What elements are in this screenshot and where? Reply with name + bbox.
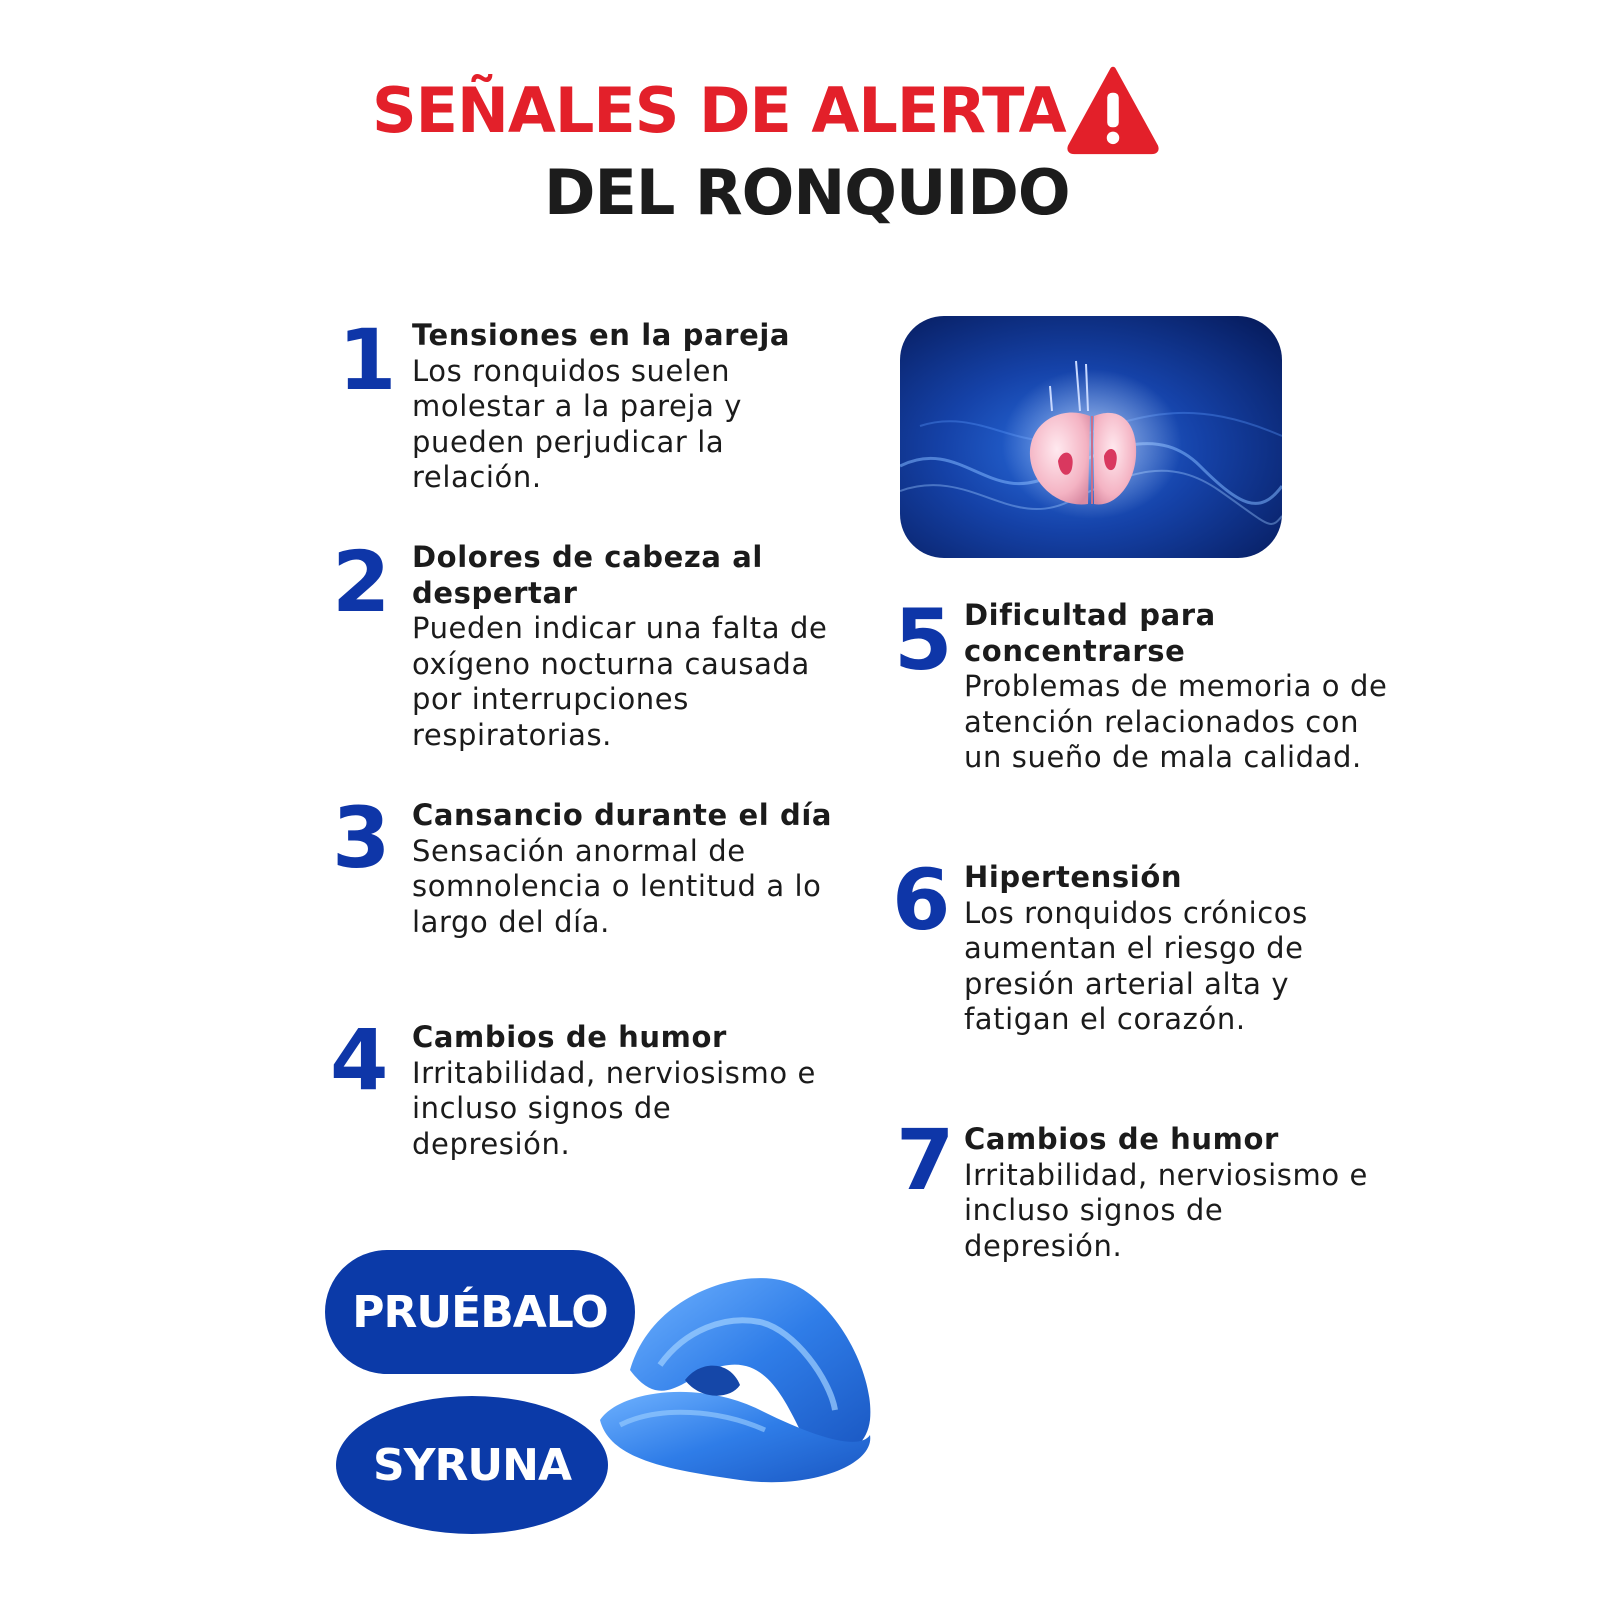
item-heading: Cansancio durante el día xyxy=(412,798,833,832)
item-number: 7 xyxy=(896,1111,953,1209)
title-line-2: DEL RONQUIDO xyxy=(544,156,1070,229)
item-number: 2 xyxy=(332,533,389,631)
item-number: 5 xyxy=(894,591,951,689)
item-desc-line: presión arterial alta y xyxy=(964,966,1290,1001)
item-desc-line: incluso signos de xyxy=(412,1091,672,1125)
item-desc-line: aumentan el riesgo de xyxy=(964,931,1304,965)
item-number: 3 xyxy=(332,789,389,887)
item-heading: Cambios de humor xyxy=(412,1020,727,1054)
item-desc-line: largo del día. xyxy=(412,904,610,939)
item-desc-line: Pueden indicar una falta de xyxy=(412,611,828,645)
item-desc-line: depresión. xyxy=(412,1126,571,1161)
item-heading: Tensiones en la pareja xyxy=(412,318,791,352)
mouth-guard-icon xyxy=(590,1260,890,1490)
item-desc-line: Irritabilidad, nerviosismo e xyxy=(412,1055,816,1090)
item-heading: Dificultad para xyxy=(964,598,1216,632)
item-desc-line: molestar a la pareja y xyxy=(412,389,743,423)
item-desc-line: atención relacionados con xyxy=(964,704,1360,739)
brain-icon xyxy=(900,316,1282,558)
item-number: 6 xyxy=(892,851,949,949)
title-line-1: SEÑALES DE ALERTA xyxy=(372,74,1066,147)
item-desc-line: oxígeno nocturna causada xyxy=(412,646,810,681)
item-desc-line: somnolencia o lentitud a lo xyxy=(412,869,822,903)
item-heading: Hipertensión xyxy=(964,860,1183,894)
item-desc-line: fatigan el corazón. xyxy=(964,1002,1246,1036)
item-number: 1 xyxy=(338,311,395,409)
brain-illustration xyxy=(900,316,1282,558)
item-heading: Cambios de humor xyxy=(964,1122,1279,1156)
item-number: 4 xyxy=(330,1011,387,1109)
item-desc-line: pueden perjudicar la xyxy=(412,424,725,459)
try-it-button[interactable]: PRUÉBALO xyxy=(325,1250,635,1374)
item-desc-line: Sensación anormal de xyxy=(412,833,746,868)
item-desc-line: por interrupciones xyxy=(412,682,689,716)
item-desc-line: Irritabilidad, nerviosismo e xyxy=(964,1157,1368,1192)
item-heading: despertar xyxy=(412,575,578,610)
item-desc-line: Los ronquidos crónicos xyxy=(964,895,1308,930)
item-desc-line: relación. xyxy=(412,460,542,494)
item-desc-line: Problemas de memoria o de xyxy=(964,669,1388,703)
item-desc-line: depresión. xyxy=(964,1228,1123,1263)
warning-icon xyxy=(1065,62,1161,158)
item-desc-line: respiratorias. xyxy=(412,717,612,752)
item-desc-line: incluso signos de xyxy=(964,1193,1224,1227)
item-desc-line: un sueño de mala calidad. xyxy=(964,740,1362,774)
item-heading: Dolores de cabeza al xyxy=(412,540,763,574)
brand-button[interactable]: SYRUNA xyxy=(336,1396,608,1534)
item-desc-line: Los ronquidos suelen xyxy=(412,353,731,388)
item-heading: concentrarse xyxy=(964,633,1186,668)
